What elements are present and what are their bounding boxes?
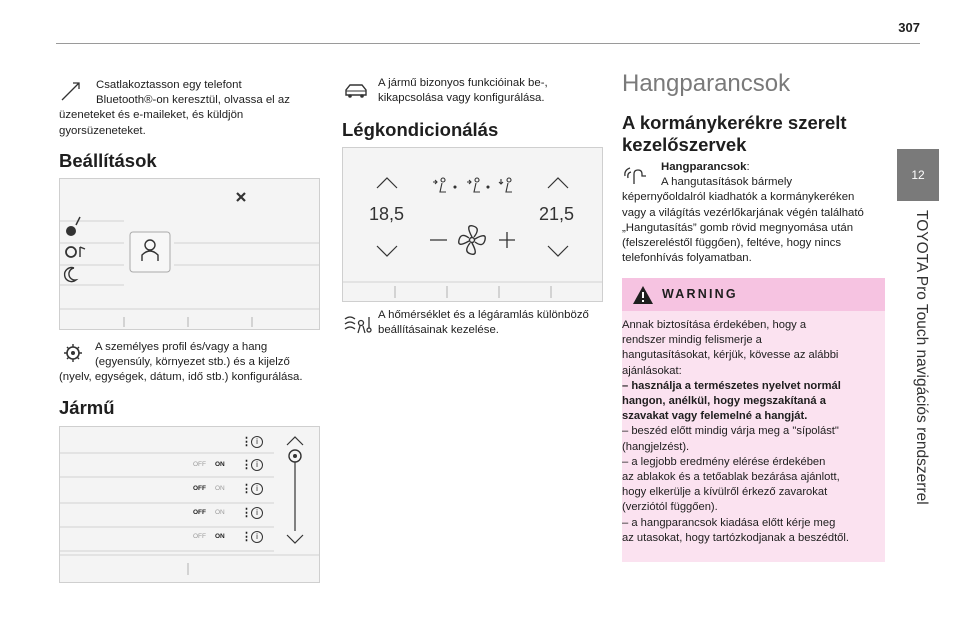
- voice-line: telefonhívás folyamatban.: [622, 252, 752, 265]
- scroll-up-icon[interactable]: [287, 437, 303, 445]
- warning-bold-line: hangon, anélkül, hogy megszakítaná a: [622, 395, 826, 408]
- voice-label-line: [622, 160, 892, 175]
- chapter-title: TOYOTA Pro Touch navigációs rendszerrel: [913, 210, 930, 505]
- info-icon[interactable]: i: [251, 483, 263, 495]
- toggle-row[interactable]: [60, 505, 272, 529]
- chapter-tab: [897, 149, 939, 201]
- warning-line: Annak biztosítása érdekében, hogy a: [622, 319, 807, 331]
- voice-line: „Hangutasítás” gomb rövid megnyomása után: [622, 221, 854, 234]
- section-title: Hangparancsok: [622, 70, 791, 97]
- vehicle-toggle-list: [60, 457, 272, 553]
- climate-icon: [342, 314, 372, 336]
- warning-header: [622, 278, 885, 311]
- warning-line: az ablakok és a tetőablak bezárása ajánlott,: [622, 471, 840, 484]
- toggle-row[interactable]: [60, 457, 272, 481]
- palette-icon[interactable]: [66, 217, 80, 236]
- more-options-icon[interactable]: ⋮: [241, 436, 252, 448]
- settings-screen: [59, 178, 320, 330]
- settings-text: [59, 340, 329, 386]
- climate-text: [378, 308, 608, 338]
- close-icon[interactable]: [237, 193, 245, 201]
- intro-line: Bluetooth®-on keresztül, olvassa el az: [96, 94, 290, 107]
- steering-controls-heading: [622, 112, 847, 156]
- more-options-icon[interactable]: ⋮: [241, 531, 252, 543]
- gear-note-icon[interactable]: [66, 247, 85, 257]
- warning-bold-line: szavakat vagy felemelné a hangját.: [622, 410, 808, 423]
- scroll-down-icon[interactable]: [287, 535, 303, 543]
- warning-line: (hangjelzést).: [622, 440, 690, 453]
- temp-right-down-icon[interactable]: [548, 246, 568, 256]
- vehicle-screen: [59, 426, 320, 583]
- warning-title: WARNING: [662, 287, 738, 301]
- temp-right-value: 21,5: [539, 204, 575, 224]
- warning-triangle-icon: [632, 285, 654, 305]
- fan-icon: [459, 226, 486, 255]
- tab-separators: [124, 317, 252, 327]
- settings-line: A személyes profil és/vagy a hang: [95, 341, 268, 353]
- temp-left-up-icon[interactable]: [377, 178, 397, 188]
- toggle-off[interactable]: OFF: [193, 461, 206, 468]
- toggle-on[interactable]: ON: [215, 485, 225, 492]
- toggle-off[interactable]: OFF: [193, 509, 206, 516]
- temp-right-up-icon[interactable]: [548, 178, 568, 188]
- vehicle-line: A jármű bizonyos funkcióinak be-,: [378, 77, 548, 89]
- warning-line: ajánlásokat:: [622, 364, 682, 377]
- vehicle-text: [378, 76, 598, 106]
- voice-line: vagy a világítás vezérlőkarjának végén található: [622, 206, 864, 219]
- warning-line: hangutasításokat, kérjük, kövesse az alábbi: [622, 349, 839, 362]
- voice-label-colon: :: [746, 161, 750, 173]
- heading-line: kezelőszervek: [622, 134, 747, 155]
- climate-line: A hőmérséklet és a légáramlás különböző: [378, 309, 589, 321]
- voice-command-text: [622, 160, 892, 266]
- header-rule: [56, 43, 920, 44]
- info-icon[interactable]: i: [251, 459, 263, 471]
- toggle-on[interactable]: ON: [215, 533, 225, 540]
- climate-heading: Légkondicionálás: [342, 119, 499, 140]
- intro-line: Csatlakoztasson egy telefont: [96, 79, 242, 91]
- warning-line: (verziótól függően).: [622, 501, 718, 514]
- more-options-icon[interactable]: ⋮: [241, 459, 252, 471]
- scroll-track[interactable]: [289, 450, 301, 531]
- intro-text: [59, 78, 309, 139]
- voice-line: képernyőoldalról kiadhatók a kormánykeréken: [622, 191, 855, 204]
- chapter-number: 12: [911, 168, 925, 182]
- info-icon[interactable]: i: [251, 531, 263, 543]
- page-number: 307: [898, 20, 920, 35]
- car-icon: [343, 82, 369, 100]
- warning-body: [622, 318, 885, 546]
- warning-line: – beszéd előtt mindig várja meg a "sípolást": [622, 425, 839, 438]
- vehicle-row-options: [236, 435, 266, 451]
- info-icon[interactable]: i: [251, 436, 263, 448]
- warning-line: – a hangparancsok kiadása előtt kérje meg: [622, 516, 836, 529]
- voice-label: Hangparancsok: [661, 161, 747, 173]
- moon-icon[interactable]: [65, 268, 76, 282]
- temp-left-down-icon[interactable]: [377, 246, 397, 256]
- vehicle-heading: Jármű: [59, 397, 115, 418]
- more-options-icon[interactable]: ⋮: [241, 483, 252, 495]
- temp-left-value: 18,5: [369, 204, 405, 224]
- info-icon[interactable]: i: [251, 507, 263, 519]
- voice-line: (felszereléstől függően), feltéve, hogy nincs: [622, 237, 842, 250]
- toggle-on[interactable]: ON: [215, 461, 225, 468]
- warning-box: [622, 278, 885, 562]
- toggle-on[interactable]: ON: [215, 509, 225, 516]
- warning-bold-line: – használja a természetes nyelvet normál: [622, 379, 841, 392]
- warning-line: rendszer mindig felismerje a: [622, 334, 762, 347]
- toggle-row[interactable]: [60, 529, 272, 553]
- toggle-off[interactable]: OFF: [193, 533, 206, 540]
- airflow-mode-icons[interactable]: [433, 178, 512, 192]
- voice-line: A hangutasítások bármely: [661, 176, 793, 189]
- toggle-off[interactable]: OFF: [193, 485, 206, 492]
- fan-increase-icon[interactable]: [499, 232, 515, 248]
- tab-separators: [395, 286, 551, 298]
- warning-line: – a legjobb eredmény elérése érdekében: [622, 455, 826, 468]
- warning-line: az utasokat, hogy tartózkodjanak a beszédtől.: [622, 531, 850, 544]
- heading-line: A kormánykerékre szerelt: [622, 112, 847, 133]
- more-options-icon[interactable]: ⋮: [241, 507, 252, 519]
- warning-line: hogy elkerülje a kívülről érkező zavarokat: [622, 486, 828, 499]
- climate-line: beállításainak kezelése.: [378, 324, 499, 337]
- intro-line: üzeneteket és e-maileket, és küldjön: [59, 109, 244, 122]
- climate-screen: [342, 147, 603, 302]
- settings-line: (egyensúly, környezet stb.) és a kijelző: [95, 356, 290, 369]
- settings-heading: Beállítások: [59, 150, 157, 171]
- toggle-row[interactable]: [60, 481, 272, 505]
- intro-line: gyorsüzeneteket.: [59, 124, 146, 137]
- settings-line: (nyelv, egységek, dátum, idő stb.) konfigurálása.: [59, 371, 303, 384]
- profile-button[interactable]: [130, 232, 170, 272]
- vehicle-line: kikapcsolása vagy konfigurálása.: [378, 92, 545, 105]
